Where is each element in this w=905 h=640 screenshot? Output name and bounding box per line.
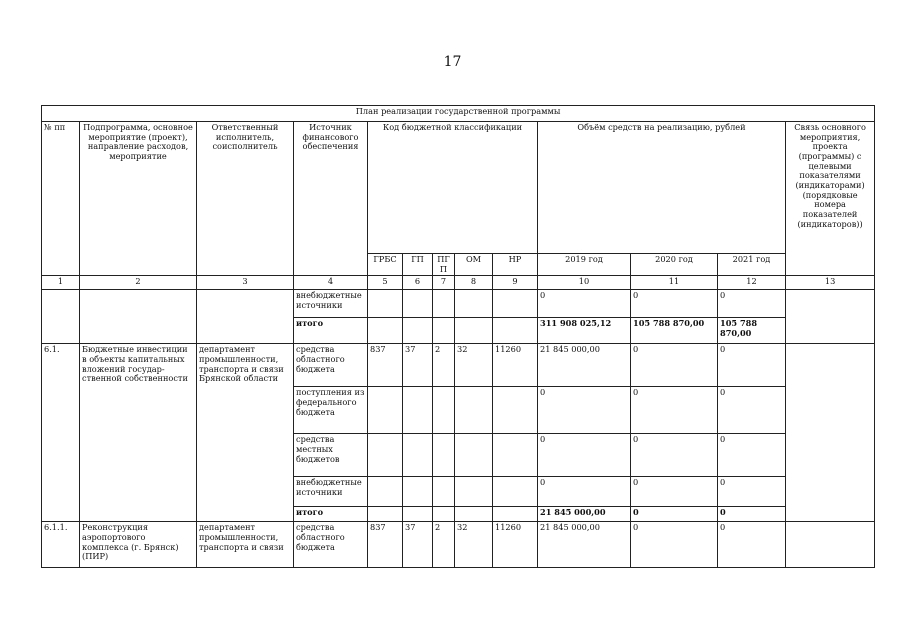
om-cell: 32 (455, 344, 493, 387)
header-source: Источник финансового обеспечения (294, 122, 368, 276)
pgp-cell: 2 (433, 522, 455, 568)
table-row (42, 344, 875, 387)
header-budget-code: Код бюджетной классификации (368, 122, 538, 254)
source-cell: итого (294, 318, 368, 344)
value-2019: 21 845 000,00 (538, 522, 631, 568)
program-plan-table (41, 105, 875, 568)
source-cell: средства местных бюджетов (294, 434, 368, 477)
row-name: Бюджетные инвестиции в объекты капитальных вложений государ-ственной собственности (80, 344, 197, 522)
column-number: 1 (42, 276, 80, 290)
pgp-cell: 2 (433, 344, 455, 387)
header-num: № пп (42, 122, 80, 276)
column-number: 13 (786, 276, 875, 290)
value-2021: 0 (718, 477, 786, 507)
row-number: 6.1. (42, 344, 80, 522)
header-gp: ГП (403, 254, 433, 276)
table-row (42, 522, 875, 568)
source-cell: итого (294, 507, 368, 522)
value-2020: 0 (631, 344, 718, 387)
value-2019: 21 845 000,00 (538, 344, 631, 387)
value-2021: 0 (718, 507, 786, 522)
column-number: 7 (433, 276, 455, 290)
header-subprogram: Подпрограмма, основное мероприятие (проект), направление расходов, мероприятие (80, 122, 197, 276)
table-caption-row (42, 106, 875, 122)
gp-cell: 37 (403, 344, 433, 387)
value-2021: 0 (718, 434, 786, 477)
value-2021: 105 788 870,00 (718, 318, 786, 344)
header-grbs: ГРБС (368, 254, 403, 276)
header-om: ОМ (455, 254, 493, 276)
value-2019: 0 (538, 477, 631, 507)
value-2020: 0 (631, 507, 718, 522)
value-2019: 0 (538, 290, 631, 318)
column-number: 2 (80, 276, 197, 290)
column-number: 11 (631, 276, 718, 290)
value-2019: 0 (538, 434, 631, 477)
source-cell: внебюджетные источники (294, 477, 368, 507)
row-executor: департамент промышленности, транспорта и связи Брянской области (197, 344, 294, 522)
page-number: 17 (443, 54, 462, 70)
grbs-cell: 837 (368, 344, 403, 387)
value-2019: 21 845 000,00 (538, 507, 631, 522)
table-row (42, 290, 875, 318)
column-number: 3 (197, 276, 294, 290)
header-pgp: ПГП (433, 254, 455, 276)
value-2021: 0 (718, 344, 786, 387)
column-number: 4 (294, 276, 368, 290)
grbs-cell: 837 (368, 522, 403, 568)
header-2019: 2019 год (538, 254, 631, 276)
value-2020: 0 (631, 522, 718, 568)
value-2021: 0 (718, 387, 786, 434)
header-link: Связь основного мероприятия, проекта (программы) с целевыми показателями (индикаторами) (порядковые номера показателей (индикаторов)) (786, 122, 875, 276)
column-number: 9 (493, 276, 538, 290)
column-number-row (42, 276, 875, 290)
header-2020: 2020 год (631, 254, 718, 276)
value-2020: 0 (631, 477, 718, 507)
column-number: 12 (718, 276, 786, 290)
om-cell: 32 (455, 522, 493, 568)
table-title: План реализации государственной программы (42, 106, 875, 122)
source-cell: поступления из федерального бюджета (294, 387, 368, 434)
gp-cell: 37 (403, 522, 433, 568)
value-2019: 0 (538, 387, 631, 434)
header-nr: НР (493, 254, 538, 276)
value-2020: 0 (631, 387, 718, 434)
source-cell: средства областного бюджета (294, 522, 368, 568)
header-executor: Ответственный исполнитель, соисполнитель (197, 122, 294, 276)
source-cell: внебюджетные источники (294, 290, 368, 318)
header-volume: Объём средств на реализацию, рублей (538, 122, 786, 254)
column-number: 10 (538, 276, 631, 290)
value-2020: 0 (631, 290, 718, 318)
source-cell: средства областного бюджета (294, 344, 368, 387)
value-2020: 0 (631, 434, 718, 477)
row-number: 6.1.1. (42, 522, 80, 568)
column-number: 8 (455, 276, 493, 290)
value-2021: 0 (718, 290, 786, 318)
row-name: Реконструкция аэропортового комплекса (г. Брянск) (ПИР) (80, 522, 197, 568)
nr-cell: 11260 (493, 522, 538, 568)
column-number: 6 (403, 276, 433, 290)
row-executor: департамент промышленности, транспорта и связи (197, 522, 294, 568)
column-number: 5 (368, 276, 403, 290)
header-2021: 2021 год (718, 254, 786, 276)
nr-cell: 11260 (493, 344, 538, 387)
header-row (42, 122, 875, 254)
value-2020: 105 788 870,00 (631, 318, 718, 344)
value-2021: 0 (718, 522, 786, 568)
value-2019: 311 908 025,12 (538, 318, 631, 344)
